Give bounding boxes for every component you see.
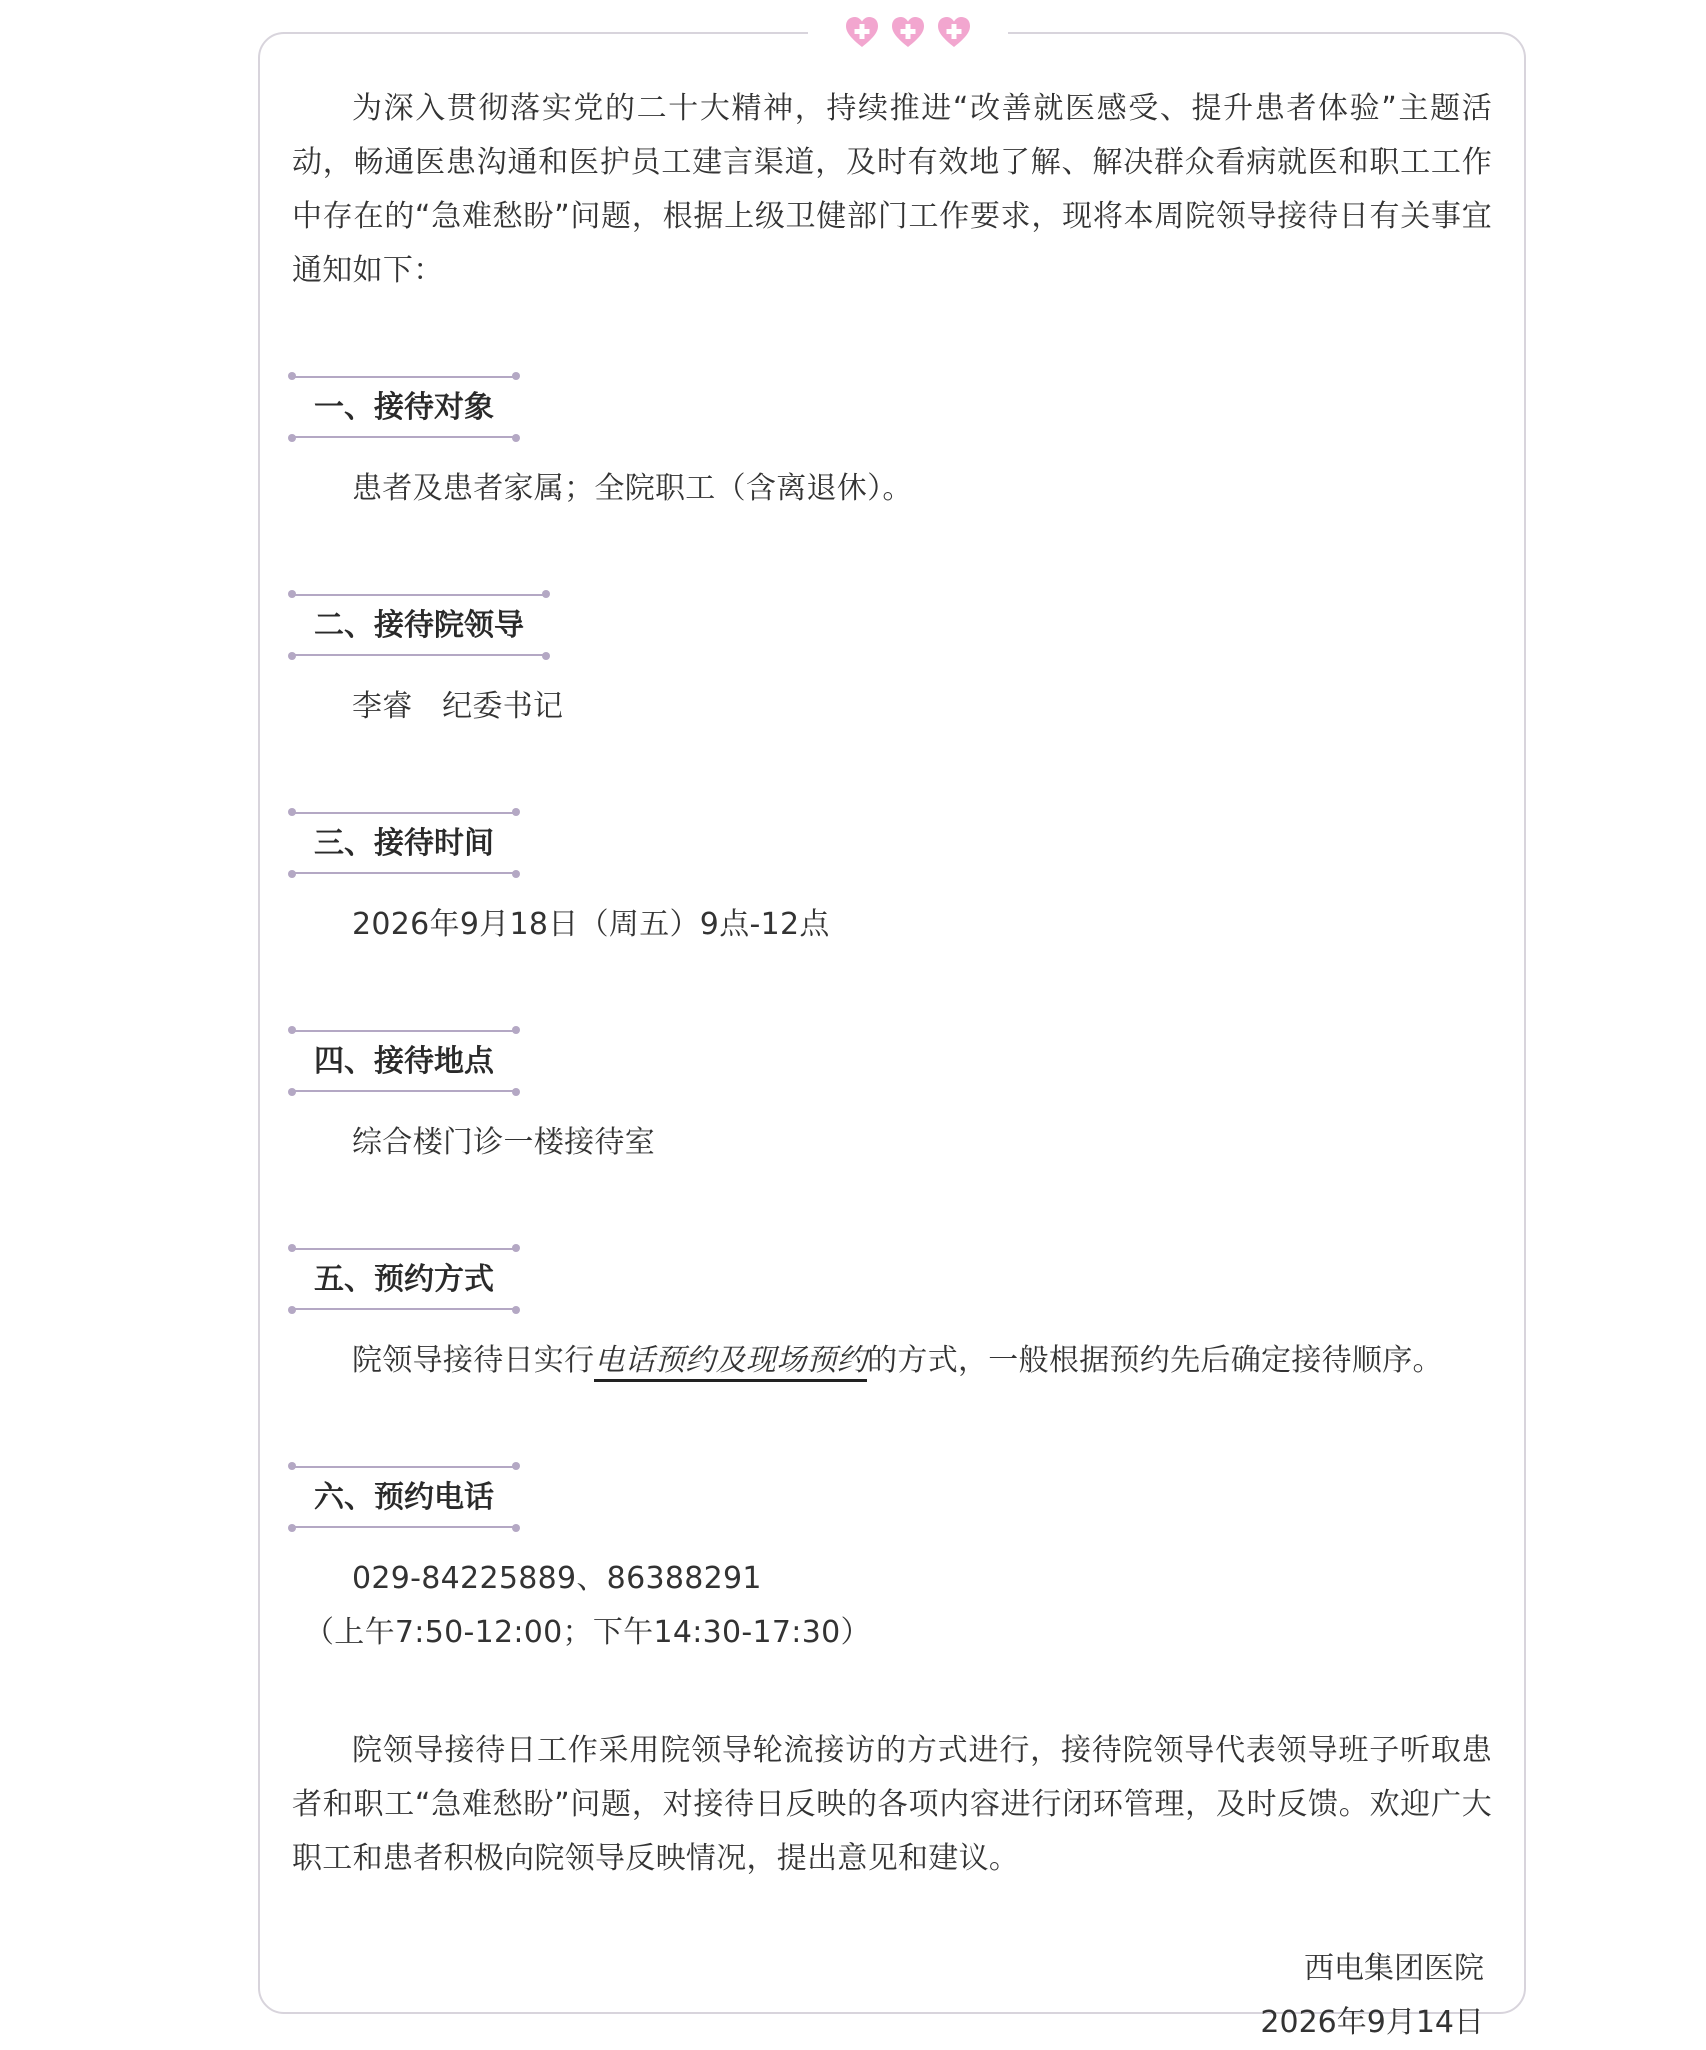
section-title-leader xyxy=(292,594,546,656)
section-body-location: 综合楼门诊一楼接待室 xyxy=(352,1125,655,1160)
section-title-text: 六、预约电话 xyxy=(314,1480,494,1515)
notice-content xyxy=(292,82,1492,2050)
signature-date: 2026年9月14日 xyxy=(1260,2005,1484,2040)
signature-org: 西电集团医院 xyxy=(1304,1951,1484,1986)
section-body-leader: 李睿 纪委书记 xyxy=(352,689,564,724)
section-title-time xyxy=(292,812,516,874)
section-title-text: 一、接待对象 xyxy=(314,390,494,425)
heart-icon xyxy=(936,15,972,49)
section-body-recipients: 患者及患者家属；全院职工（含离退休）。 xyxy=(352,471,913,506)
phone-hours: （上午7:50-12:00；下午14:30-17:30） xyxy=(304,1615,871,1650)
section-title-recipients xyxy=(292,376,516,438)
section-title-location xyxy=(292,1030,516,1092)
booking-text-post: 的方式，一般根据预约先后确定接待顺序。 xyxy=(867,1343,1443,1378)
signature-block xyxy=(292,1942,1492,2050)
section-title-booking-method xyxy=(292,1248,516,1310)
intro-paragraph: 为深入贯彻落实党的二十大精神，持续推进“改善就医感受、提升患者体验”主题活动，畅通医患沟通和医护员工建言渠道，及时有效地了解、解决群众看病就医和职工工作中存在的“急难愁盼”问题，根据上级卫健部门工作要求，现将本周院领导接待日有关事宜通知如下： xyxy=(292,91,1492,288)
section-body-time: 2026年9月18日（周五）9点-12点 xyxy=(352,907,830,942)
section-title-text: 四、接待地点 xyxy=(314,1044,494,1079)
section-title-text: 三、接待时间 xyxy=(314,826,494,861)
heart-icon xyxy=(890,15,926,49)
section-body-booking-method xyxy=(292,1334,1492,1388)
section-title-text: 二、接待院领导 xyxy=(314,608,524,643)
section-title-phone xyxy=(292,1466,516,1528)
heart-decoration xyxy=(808,4,1008,60)
heart-icon xyxy=(844,15,880,49)
booking-text-pre: 院领导接待日实行 xyxy=(352,1343,595,1378)
phone-numbers: 029-84225889、86388291 xyxy=(352,1561,762,1596)
closing-paragraph: 院领导接待日工作采用院领导轮流接访的方式进行，接待院领导代表领导班子听取患者和职工“急难愁盼”问题，对接待日反映的各项内容进行闭环管理，及时反馈。欢迎广大职工和患者积极向院领导反映情况，提出意见和建议。 xyxy=(292,1733,1492,1876)
booking-emphasis: 电话预约及现场预约 xyxy=(594,1343,867,1382)
section-title-text: 五、预约方式 xyxy=(314,1262,494,1297)
